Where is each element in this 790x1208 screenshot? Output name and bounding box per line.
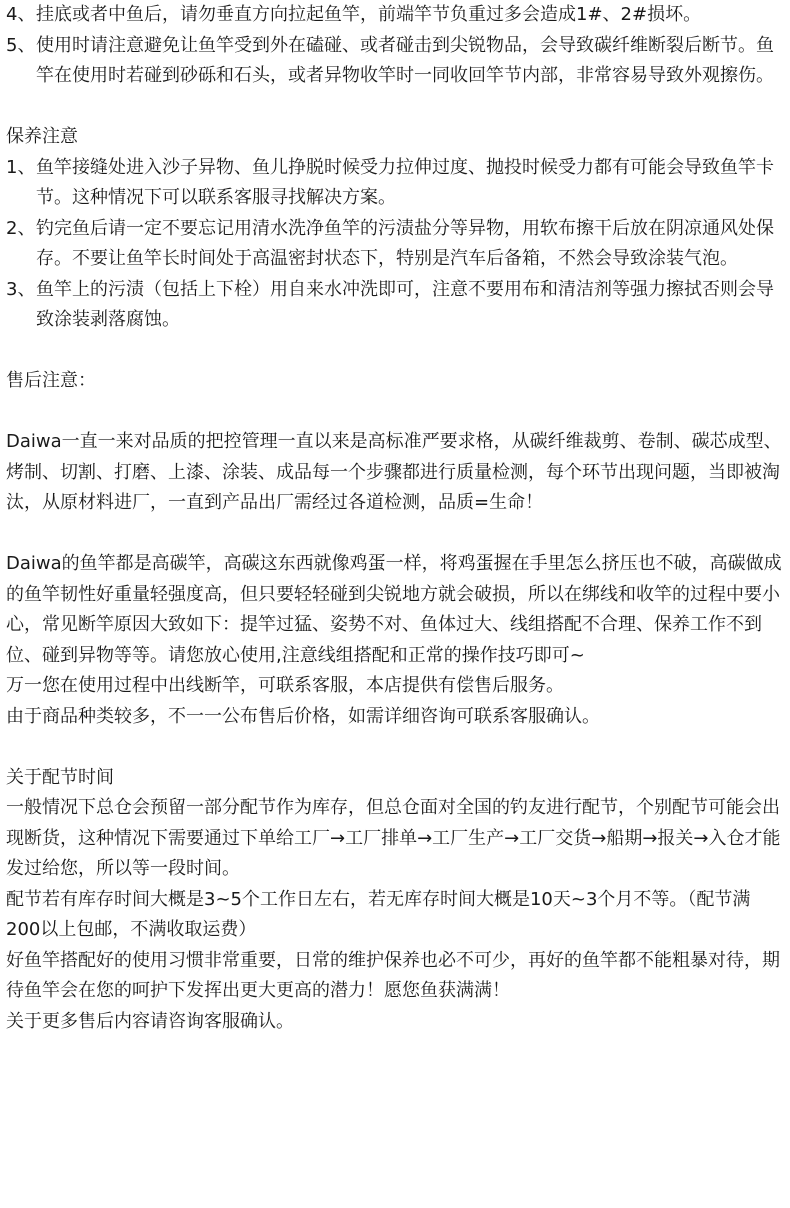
- spacer: [6, 92, 782, 123]
- list-text: 鱼竿上的污渍（包括上下栓）用自来水冲洗即可，注意不要用布和清洁剂等强力擦拭否则会导致涂装剥落腐蚀。: [36, 278, 774, 330]
- maintenance-item-3: [6, 275, 782, 336]
- after-sales-heading: 售后注意：: [6, 370, 96, 391]
- list-number: 3、: [6, 278, 36, 300]
- list-text: 鱼竿接缝处进入沙子异物、鱼儿挣脱时候受力拉伸过度、抛投时候受力都有可能会导致鱼竿卡节。这种情况下可以联系客服寻找解决方案。: [36, 156, 774, 208]
- after-sales-line-3: 万一您在使用过程中出线断竿，可联系客服，本店提供有偿售后服务。: [6, 675, 564, 696]
- spacer: [6, 397, 782, 428]
- list-number: 4、: [6, 4, 36, 25]
- list-number: 5、: [6, 34, 36, 56]
- spacer: [6, 336, 782, 367]
- after-sales-paragraph-1: Daiwa一直一来对品质的把控管理一直以来是高标准严要求格，从碳纤维裁剪、卷制、碳芯成型、烤制、切割、打磨、上漆、涂装、成品每一个步骤都进行质量检测，每个环节出现问题，当即被淘汰，从原材料进厂，一直到产品出厂需经过各道检测，品质=生命！: [6, 431, 782, 513]
- spacer: [6, 519, 782, 550]
- usage-note-5: [6, 31, 782, 92]
- list-number: 2、: [6, 217, 36, 239]
- list-text: 使用时请注意避免让鱼竿受到外在磕碰、或者碰击到尖锐物品，会导致碳纤维断裂后断节。鱼竿在使用时若碰到砂砾和石头，或者异物收竿时一同收回竿节内部，非常容易导致外观擦伤。: [36, 34, 774, 86]
- list-number: 1、: [6, 156, 36, 178]
- parts-timing-paragraph-4: 关于更多售后内容请咨询客服确认。: [6, 1010, 294, 1032]
- spacer: [6, 732, 782, 763]
- parts-timing-paragraph-1: 一般情况下总仓会预留一部分配节作为库存，但总仓面对全国的钓友进行配节，个别配节可能会出现断货，这种情况下需要通过下单给工厂→工厂排单→工厂生产→工厂交货→船期→报关→入仓才能发过给您，所以等一段时间。: [6, 797, 781, 879]
- after-sales-paragraph-2: Daiwa的鱼竿都是高碳竿，高碳这东西就像鸡蛋一样，将鸡蛋握在手里怎么挤压也不破，高碳做成的鱼竿韧性好重量轻强度高，但只要轻轻碰到尖锐地方就会破损，所以在绑线和收竿的过程中要小心，常见断竿原因大致如下：提竿过猛、姿势不对、鱼体过大、线组搭配不合理、保养工作不到位、碰到异物等等。请您放心使用,注意线组搭配和正常的操作技巧即可~: [6, 553, 782, 666]
- parts-timing-heading: 关于配节时间: [6, 766, 114, 788]
- maintenance-heading: 保养注意: [6, 126, 78, 147]
- list-text: 钓完鱼后请一定不要忘记用清水洗净鱼竿的污渍盐分等异物，用软布擦干后放在阴凉通风处保存。不要让鱼竿长时间处于高温密封状态下，特别是汽车后备箱，不然会导致涂装气泡。: [36, 217, 774, 269]
- list-text: 挂底或者中鱼后，请勿垂直方向拉起鱼竿，前端竿节负重过多会造成1#、2#损坏。: [36, 4, 702, 25]
- after-sales-line-4: 由于商品种类较多，不一一公布售后价格，如需详细咨询可联系客服确认。: [6, 705, 600, 727]
- parts-timing-paragraph-3: 好鱼竿搭配好的使用习惯非常重要，日常的维护保养也必不可少，再好的鱼竿都不能粗暴对待，期待鱼竿会在您的呵护下发挥出更大更高的潜力！愿您鱼获满满！: [6, 949, 780, 1001]
- parts-timing-paragraph-2: 配节若有库存时间大概是3~5个工作日左右，若无库存时间大概是10天~3个月不等。（配节满200以上包邮，不满收取运费）: [6, 888, 751, 940]
- maintenance-item-2: [6, 214, 782, 275]
- usage-note-4: [6, 0, 782, 31]
- maintenance-item-1: [6, 153, 782, 214]
